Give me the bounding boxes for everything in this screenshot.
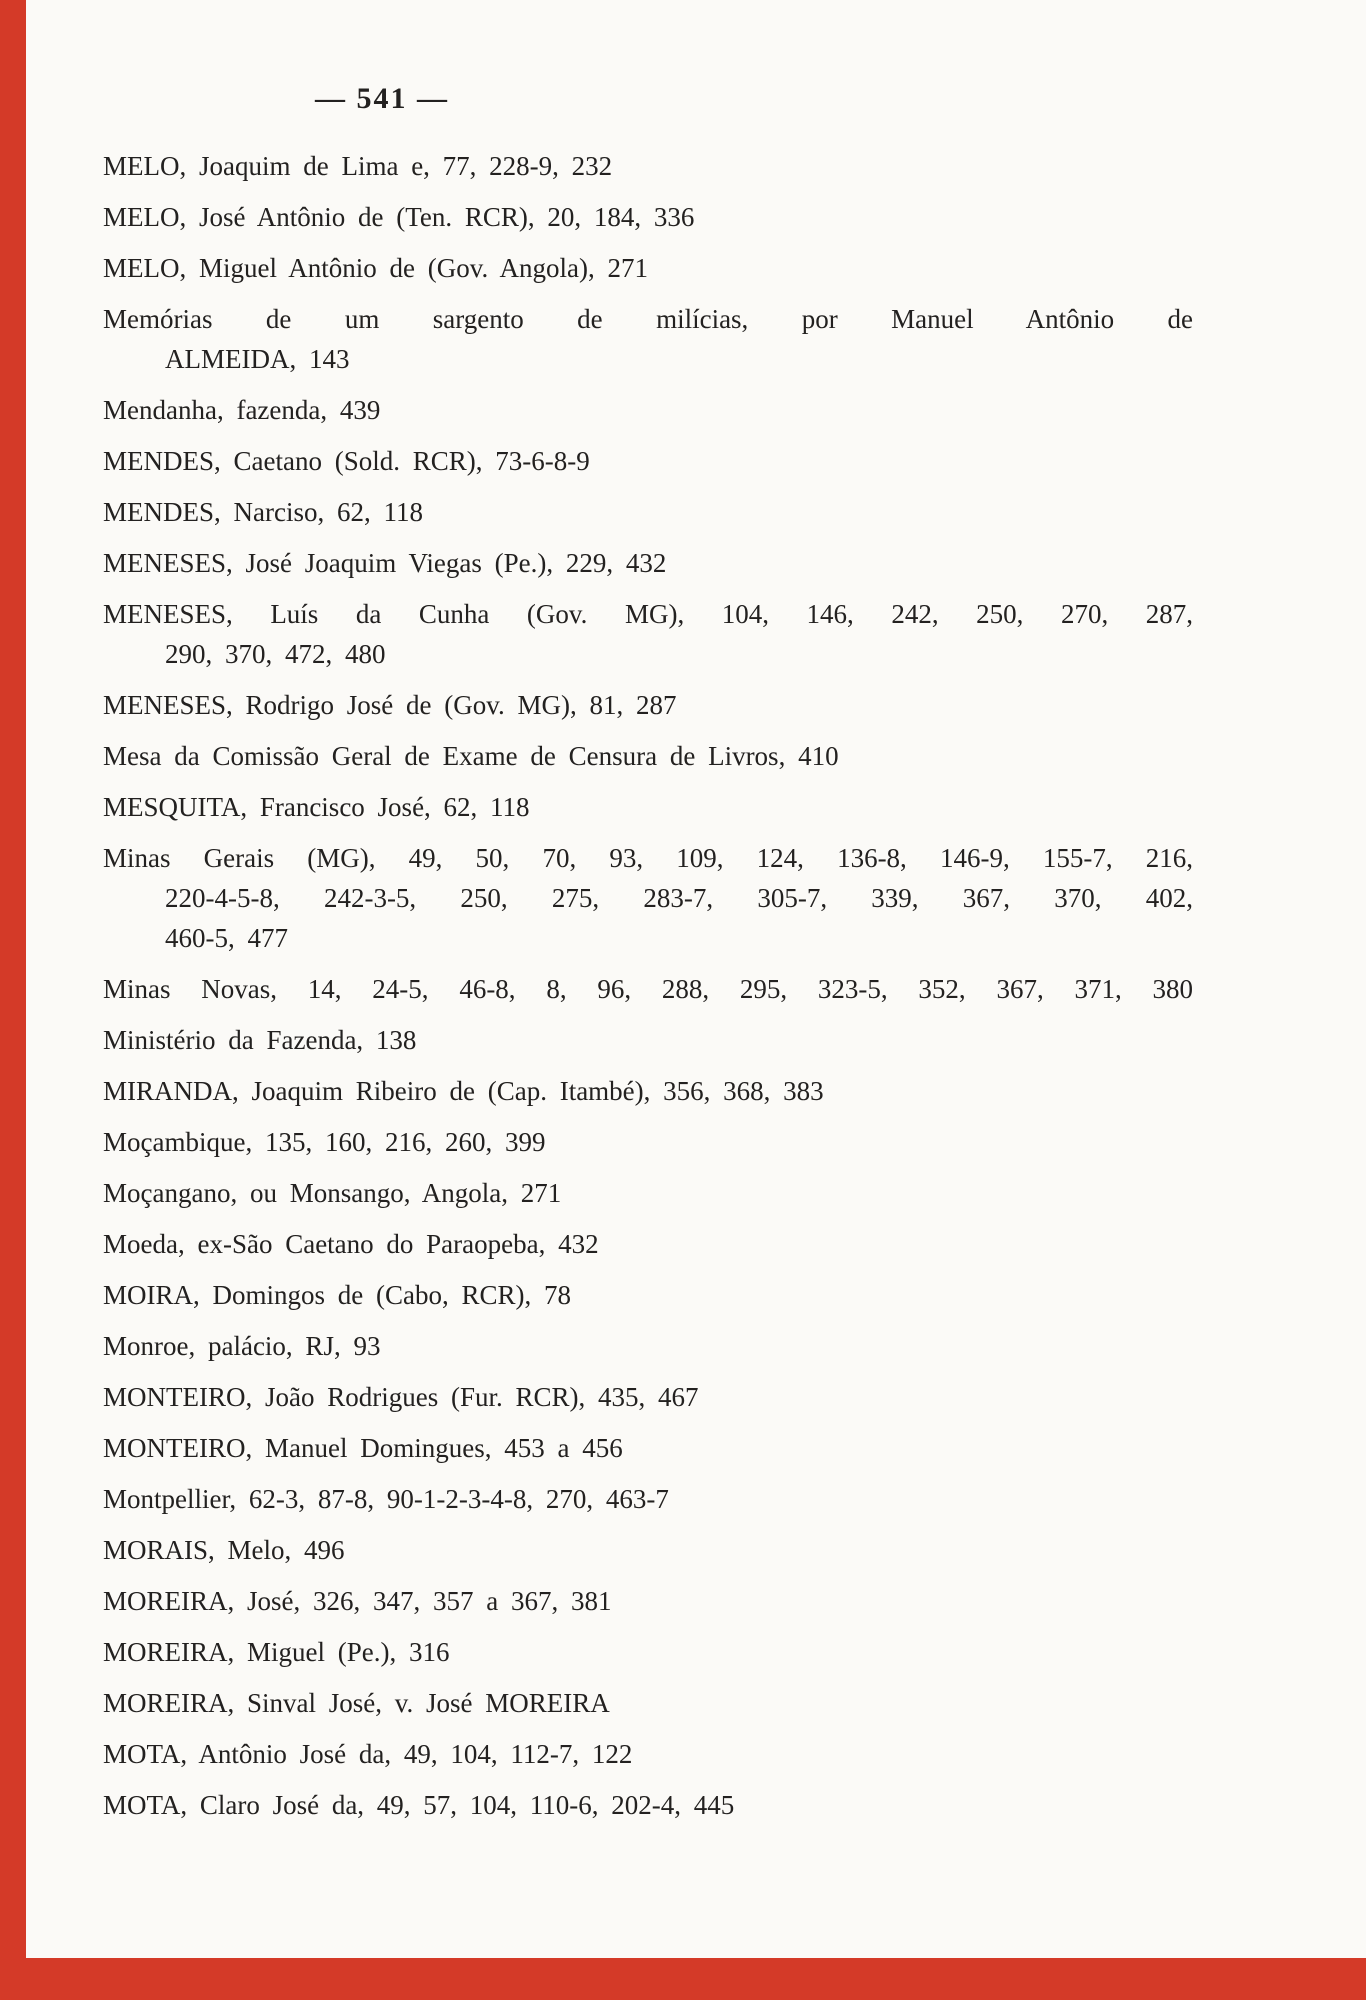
index-entry: [103, 1534, 1193, 1567]
index-entry-line: Monroe, palácio, RJ, 93: [103, 1331, 381, 1361]
index-entry: [103, 1687, 1193, 1720]
index-entry: [103, 303, 1193, 376]
index-entry-line: Ministério da Fazenda, 138: [103, 1025, 417, 1055]
index-entry-line: Moçambique, 135, 160, 216, 260, 399: [103, 1127, 546, 1157]
index-entry-line: MORAIS, Melo, 496: [103, 1535, 345, 1565]
index-entry-line: MENDES, Caetano (Sold. RCR), 73-6-8-9: [103, 446, 590, 476]
index-entry-line: Moeda, ex-São Caetano do Paraopeba, 432: [103, 1229, 599, 1259]
index-entry-line: MENESES, José Joaquim Viegas (Pe.), 229, 432: [103, 548, 667, 578]
index-entry-line: MONTEIRO, João Rodrigues (Fur. RCR), 435, 467: [103, 1382, 699, 1412]
index-entry: [103, 150, 1193, 183]
index-entry-line: ALMEIDA, 143: [165, 344, 350, 374]
index-entry: [103, 1483, 1193, 1516]
page-number: — 541 —: [315, 82, 449, 115]
index-entry: [103, 445, 1193, 478]
index-entry: [103, 1585, 1193, 1618]
book-cover-edge-bottom: [0, 1958, 1366, 2000]
index-entry: [103, 394, 1193, 427]
index-entry-line: 460-5, 477: [165, 923, 288, 953]
index-entry: [103, 1330, 1193, 1363]
index-entry-line: 220-4-5-8, 242-3-5, 250, 275, 283-7, 305-7, 339, 367, 370, 402,: [165, 883, 1193, 913]
index-entry-line: Mendanha, fazenda, 439: [103, 395, 381, 425]
index-entry: [103, 1789, 1193, 1822]
index-entry-line: MENDES, Narciso, 62, 118: [103, 497, 423, 527]
index-entry: [103, 973, 1193, 1006]
index-entry-line: MOREIRA, Miguel (Pe.), 316: [103, 1637, 450, 1667]
index-entry: [103, 252, 1193, 285]
index-entry: [103, 1228, 1193, 1261]
index-entry: [103, 496, 1193, 529]
index-entry-line: MELO, Miguel Antônio de (Gov. Angola), 271: [103, 253, 648, 283]
index-entry: [103, 740, 1193, 773]
index-entry-line: MESQUITA, Francisco José, 62, 118: [103, 792, 530, 822]
index-entry-line: Montpellier, 62-3, 87-8, 90-1-2-3-4-8, 270, 463-7: [103, 1484, 669, 1514]
index-entry: [103, 1075, 1193, 1108]
index-entry-line: Moçangano, ou Monsango, Angola, 271: [103, 1178, 562, 1208]
index-entry-line: Memórias de um sargento de milícias, por Manuel Antônio de: [103, 304, 1193, 334]
index-entry-line: MONTEIRO, Manuel Domingues, 453 a 456: [103, 1433, 623, 1463]
index-entry-line: Minas Novas, 14, 24-5, 46-8, 8, 96, 288, 295, 323-5, 352, 367, 371, 380: [103, 974, 1193, 1004]
index-entry-line: MOTA, Claro José da, 49, 57, 104, 110-6, 202-4, 445: [103, 1790, 735, 1820]
index-entry-line: MENESES, Rodrigo José de (Gov. MG), 81, 287: [103, 690, 677, 720]
book-cover-edge-left: [0, 0, 26, 2000]
index-entry-line: MENESES, Luís da Cunha (Gov. MG), 104, 146, 242, 250, 270, 287,: [103, 599, 1193, 629]
index-entry: [103, 842, 1193, 955]
index-entry-line: MIRANDA, Joaquim Ribeiro de (Cap. Itambé), 356, 368, 383: [103, 1076, 824, 1106]
index-entry: [103, 1279, 1193, 1312]
index-entry: [103, 201, 1193, 234]
index-entry-line: MELO, José Antônio de (Ten. RCR), 20, 184, 336: [103, 202, 695, 232]
index-entry-line: MOIRA, Domingos de (Cabo, RCR), 78: [103, 1280, 571, 1310]
index-entry: [103, 1126, 1193, 1159]
index-entry-line: MELO, Joaquim de Lima e, 77, 228-9, 232: [103, 151, 613, 181]
index-entry: [103, 791, 1193, 824]
index-entry: [103, 689, 1193, 722]
index-entry-line: MOTA, Antônio José da, 49, 104, 112-7, 122: [103, 1739, 633, 1769]
index-entry-line: Mesa da Comissão Geral de Exame de Censura de Livros, 410: [103, 741, 839, 771]
index-entry: [103, 1432, 1193, 1465]
index-entry: [103, 547, 1193, 580]
index-entry: [103, 598, 1193, 671]
index-entry-list: [103, 150, 1193, 1840]
index-entry: [103, 1381, 1193, 1414]
index-entry: [103, 1177, 1193, 1210]
index-entry: [103, 1024, 1193, 1057]
index-entry-line: 290, 370, 472, 480: [165, 639, 386, 669]
index-entry: [103, 1636, 1193, 1669]
index-entry: [103, 1738, 1193, 1771]
index-entry-line: Minas Gerais (MG), 49, 50, 70, 93, 109, 124, 136-8, 146-9, 155-7, 216,: [103, 843, 1193, 873]
index-entry-line: MOREIRA, Sinval José, v. José MOREIRA: [103, 1688, 610, 1718]
index-entry-line: MOREIRA, José, 326, 347, 357 a 367, 381: [103, 1586, 612, 1616]
